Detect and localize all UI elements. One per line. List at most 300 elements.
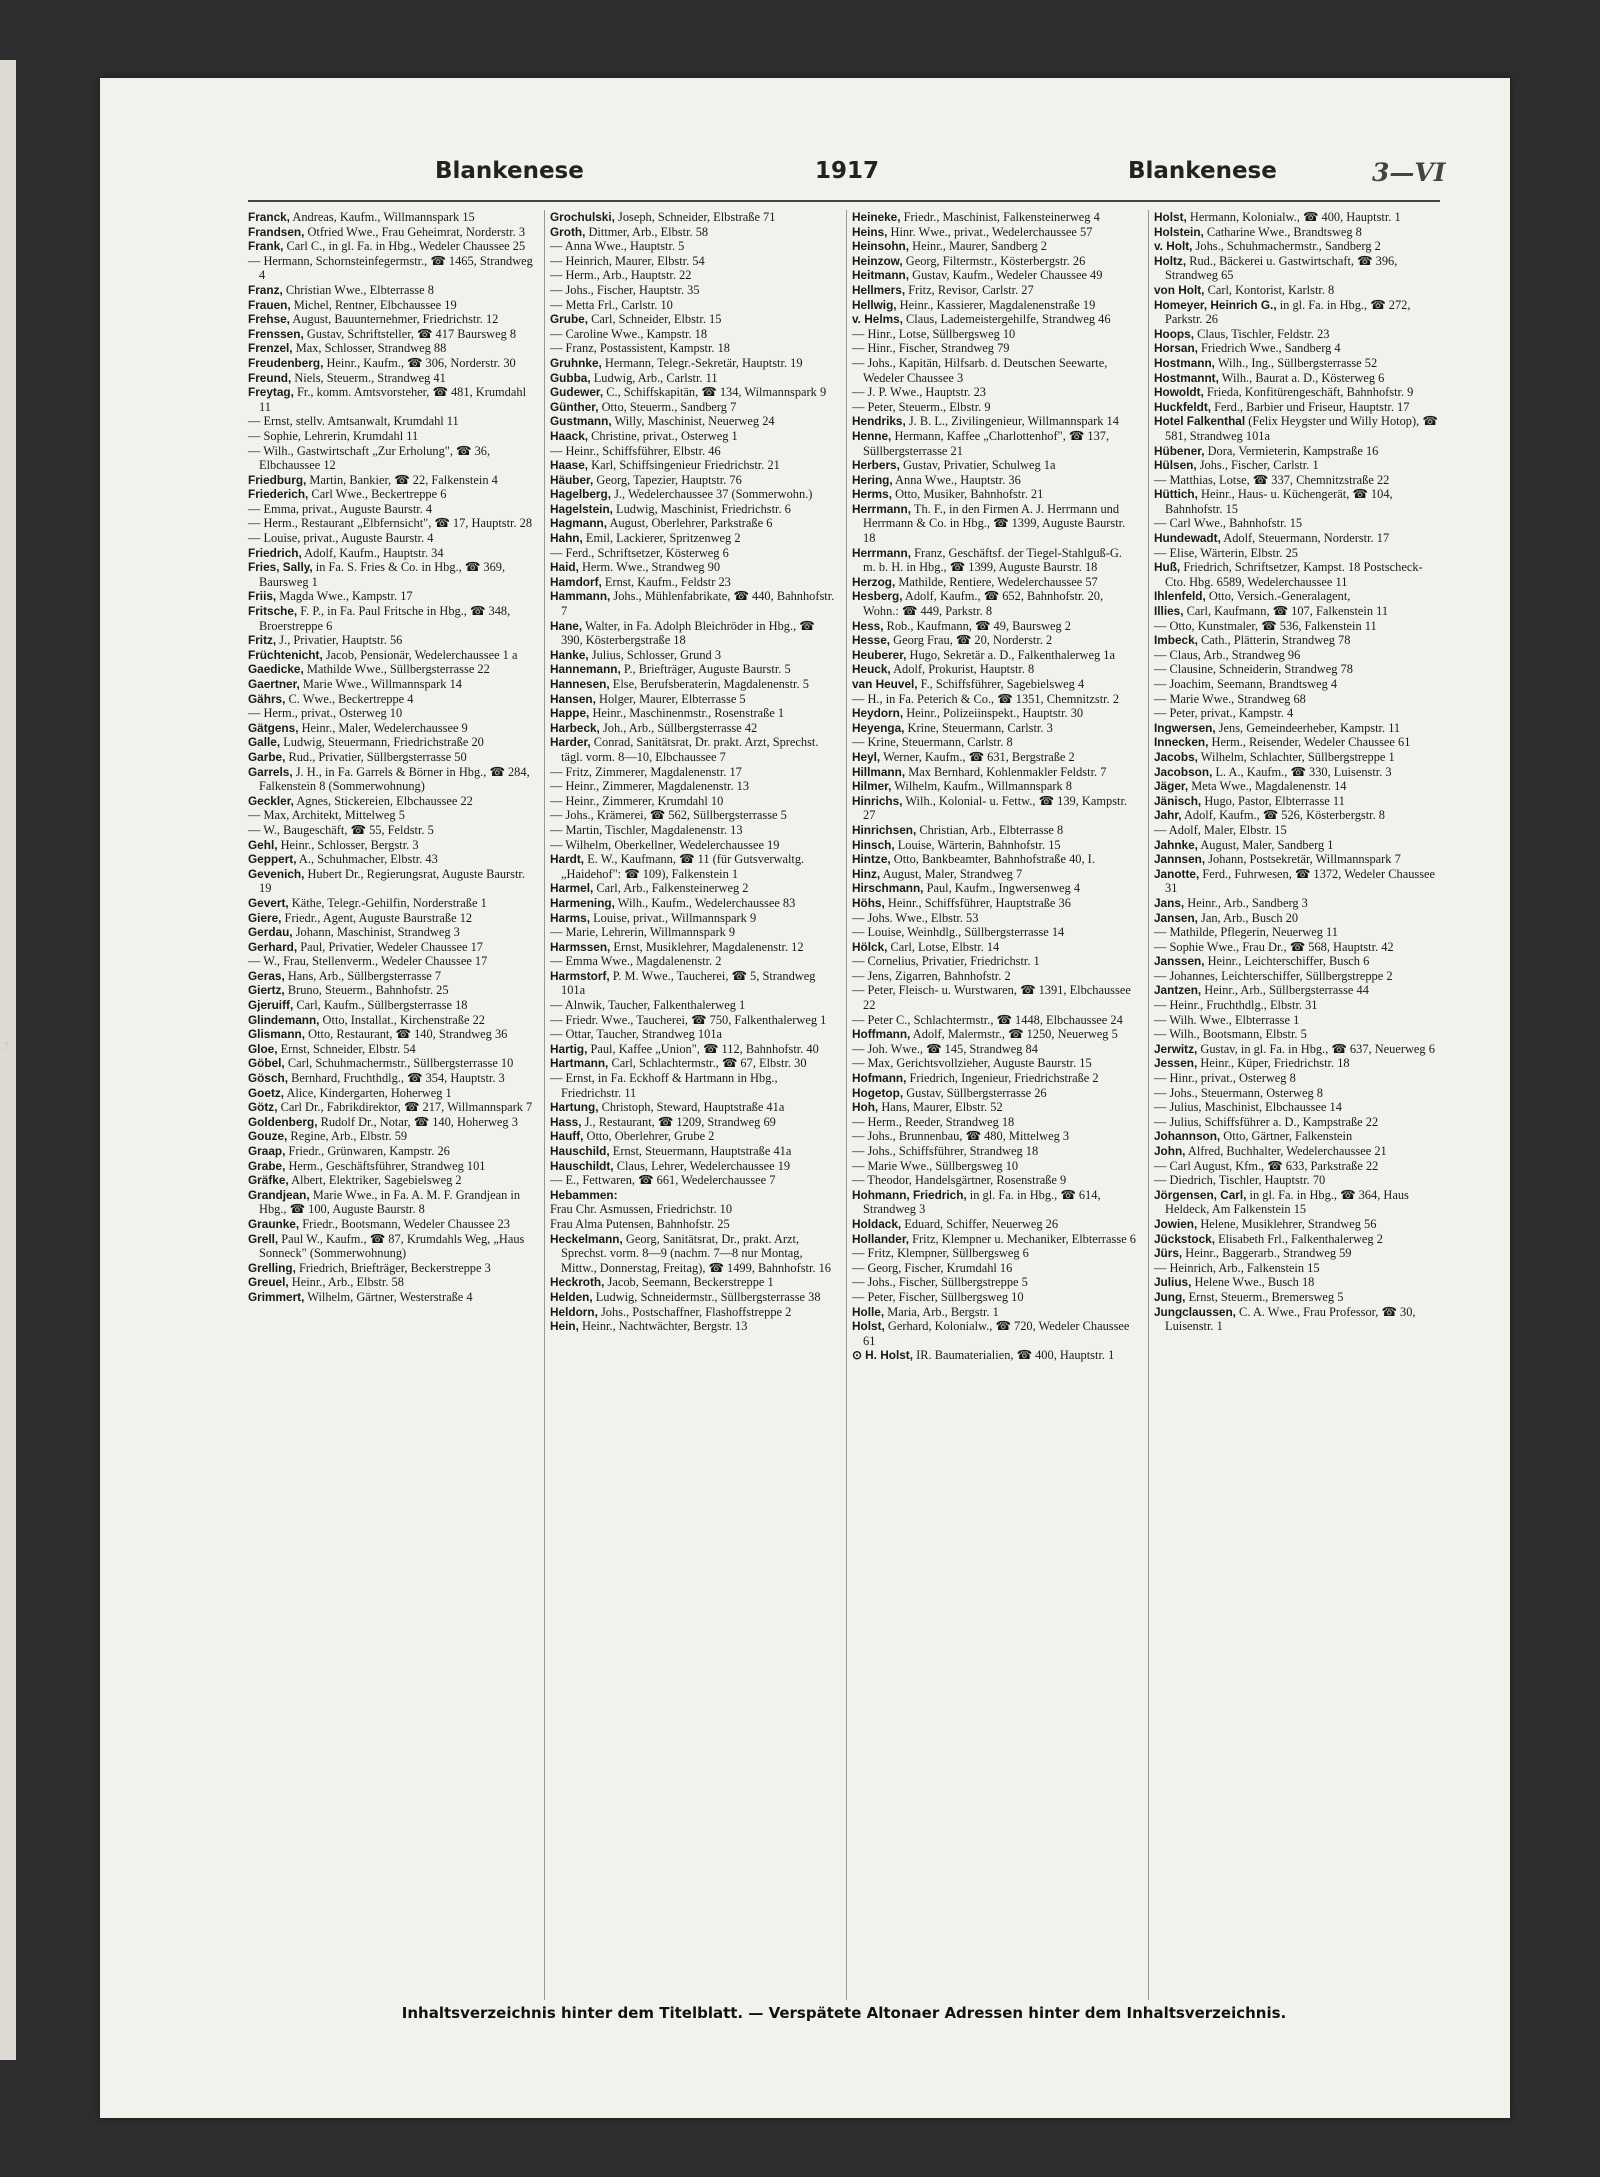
entry-details: Alfred, Buchhalter, Wedelerchaussee 21 [1185, 1144, 1387, 1158]
entry-surname: Hagelberg, [550, 487, 611, 502]
entry-details: Heinr., Küper, Friedrichstr. 18 [1197, 1056, 1350, 1071]
entry-details: — Ernst, stellv. Amtsanwalt, Krumdahl 11 [248, 414, 459, 429]
directory-entry [852, 1188, 1137, 1217]
directory-entry [852, 633, 1137, 648]
directory-entry [550, 1173, 835, 1188]
directory-entry [852, 983, 1137, 1012]
entry-details: Wilh., Kaufm., Wedelerchaussee 83 [614, 895, 796, 910]
directory-entry [852, 298, 1137, 313]
entry-surname: Heins, [852, 224, 888, 239]
entry-surname: Hess, [852, 618, 884, 633]
entry-details: — Herm., Reeder, Strandweg 18 [852, 1114, 1015, 1129]
directory-entry [852, 356, 1137, 385]
entry-surname: Heuberer, [852, 647, 907, 662]
entry-details: Fritz, Klempner u. Mechaniker, Elbterrasse 6 [909, 1231, 1136, 1246]
entry-details: Heinr., Haus- u. Küchengerät, ☎ 104, Bahnhofstr. 15 [1165, 487, 1393, 516]
entry-details: Marie Wwe., in Fa. A. M. F. Grandjean in Hbg., ☎ 100, Auguste Baurstr. 8 [259, 1187, 521, 1217]
entry-details: — Georg, Fischer, Krumdahl 16 [852, 1260, 1013, 1275]
entry-details: Heinr., Arb., Süllbergsterrasse 44 [1201, 983, 1369, 998]
entry-details: J., Wedelerchaussee 37 (Sommerwohn.) [610, 487, 813, 502]
entry-surname: Jansen, [1154, 910, 1198, 925]
entry-details: J., Restaurant, ☎ 1209, Strandweg 69 [581, 1114, 776, 1129]
directory-entry [1154, 1232, 1439, 1247]
entry-surname: Jacobs, [1154, 749, 1198, 764]
entry-surname: Giere, [248, 910, 282, 925]
entry-details: — Johs. Wwe., Elbstr. 53 [852, 910, 979, 925]
directory-page [100, 78, 1510, 2118]
entry-details: — Elise, Wärterin, Elbstr. 25 [1154, 545, 1298, 560]
entry-surname: von Holt, [1154, 282, 1205, 297]
entry-surname: Hansen, [550, 691, 596, 706]
entry-surname: Herms, [852, 487, 892, 502]
entry-details: Alice, Kindergarten, Hoherweg 1 [284, 1085, 452, 1100]
directory-entry [1154, 239, 1439, 254]
directory-entry [1154, 1071, 1439, 1086]
directory-entry [1154, 283, 1439, 298]
directory-entry [1154, 1305, 1439, 1334]
entry-details: F. P., in Fa. Paul Fritsche in Hbg., ☎ 348, Broerstreppe 6 [259, 604, 511, 633]
directory-entry [852, 225, 1137, 240]
directory-entry [248, 852, 533, 867]
directory-entry [248, 954, 533, 969]
entry-surname: Hartmann, [550, 1056, 609, 1071]
directory-entry [852, 692, 1137, 707]
directory-entry [248, 516, 533, 531]
directory-entry [1154, 604, 1439, 619]
directory-entry [1154, 225, 1439, 240]
entry-surname: Hagmann, [550, 516, 608, 531]
directory-entry [852, 765, 1137, 780]
entry-surname: Gehl, [248, 837, 278, 852]
entry-surname: Happe, [550, 706, 590, 721]
directory-entry [852, 1071, 1137, 1086]
directory-entry [248, 371, 533, 386]
directory-entry [1154, 677, 1439, 692]
entry-surname: Heydorn, [852, 706, 904, 721]
directory-entry [852, 794, 1137, 823]
directory-entry [852, 1027, 1137, 1042]
entry-details: Heinr., Nachtwächter, Bergstr. 13 [578, 1319, 748, 1334]
directory-entry [248, 341, 533, 356]
entry-details: — Johs., Krämerei, ☎ 562, Süllbergsterrasse 5 [550, 808, 787, 823]
entry-surname: Haid, [550, 560, 579, 575]
entry-details: — Julius, Schiffsführer a. D., Kampstraße 22 [1154, 1114, 1379, 1129]
entry-surname: John, [1154, 1144, 1186, 1158]
entry-details: Helene Wwe., Busch 18 [1191, 1275, 1315, 1290]
entry-details: Niels, Steuerm., Strandweg 41 [291, 370, 446, 385]
entry-surname: Hauschild, [550, 1144, 610, 1158]
entry-details: Johs., Postschaffner, Flashoffstreppe 2 [597, 1304, 792, 1319]
directory-entry [1154, 1100, 1439, 1115]
directory-entry [550, 429, 835, 444]
header-place-left: Blankenese [435, 158, 584, 184]
entry-details: Otto, Bankbeamter, Bahnhofstraße 40, I. [890, 852, 1095, 867]
entry-surname: Grelling, [248, 1260, 296, 1275]
entry-details: Dittmer, Arb., Elbstr. 58 [585, 224, 709, 239]
directory-entry [550, 1217, 835, 1232]
directory-entry [1154, 969, 1439, 984]
directory-entry [550, 808, 835, 823]
directory-entry [852, 969, 1137, 984]
directory-entry [248, 414, 533, 429]
entry-details: Carl, Arb., Falkensteinerweg 2 [593, 881, 749, 896]
entry-details: Hermann, Kaffee „Charlottenhof", ☎ 137, Süllbergsterrasse 21 [863, 428, 1110, 458]
directory-entry [550, 1071, 835, 1100]
entry-details: Carl, Kaufmann, ☎ 107, Falkenstein 11 [1183, 604, 1389, 619]
directory-entry [550, 575, 835, 590]
directory-entry [550, 1202, 835, 1217]
entry-details: Otto, Steuerm., Sandberg 7 [598, 399, 737, 414]
entry-surname: Freund, [248, 370, 292, 385]
entry-details: — Metta Frl., Carlstr. 10 [550, 297, 673, 312]
entry-surname: Jung, [1154, 1289, 1186, 1304]
directory-entry [852, 210, 1137, 225]
directory-entry [1154, 648, 1439, 663]
directory-entry [248, 327, 533, 342]
entry-surname: Hahn, [550, 531, 583, 546]
entry-surname: Jowien, [1154, 1216, 1198, 1231]
entry-details: — Peter C., Schlachtermstr., ☎ 1448, Elbchaussee 24 [852, 1012, 1123, 1027]
entry-surname: Hostmannt, [1154, 370, 1219, 385]
directory-entry [550, 779, 835, 794]
directory-entry [852, 1115, 1137, 1130]
entry-surname: Jahnke, [1154, 837, 1198, 852]
directory-entry [248, 356, 533, 371]
entry-surname: Hellmers, [852, 282, 906, 297]
directory-entry [1154, 560, 1439, 589]
entry-surname: Jungclaussen, [1154, 1304, 1236, 1319]
directory-entry [550, 444, 835, 459]
entry-surname: Gevert, [248, 895, 289, 910]
directory-entry [248, 298, 533, 313]
entry-details: — Sophie Wwe., Frau Dr., ☎ 568, Hauptstr. 42 [1154, 939, 1394, 954]
entry-surname: Gubba, [550, 370, 591, 385]
entry-details: Friedrich, Schriftsetzer, Kampst. 18 Postscheck-Cto. Hbg. 6589, Wedelerchaussee 11 [1165, 560, 1423, 589]
entry-surname: Hagelstein, [550, 501, 613, 516]
directory-entry [1154, 633, 1439, 648]
entry-surname: Gräfke, [248, 1173, 289, 1188]
entry-surname: Hogetop, [852, 1085, 904, 1100]
entry-details: — Carl Wwe., Bahnhofstr. 15 [1154, 516, 1303, 531]
entry-details: Cath., Plätterin, Strandweg 78 [1197, 633, 1351, 648]
entry-surname: Heyl, [852, 749, 881, 764]
entry-details: Heinr., Schiffsführer, Hauptstraße 36 [884, 895, 1071, 910]
entry-surname: Jörgensen, Carl, [1154, 1187, 1247, 1202]
entry-surname: Hauff, [550, 1129, 584, 1144]
entry-surname: Glismann, [248, 1027, 306, 1042]
entry-details: Agnes, Stickereien, Elbchaussee 22 [293, 793, 473, 808]
entry-details: — Johs., Fischer, Süllbergstreppe 5 [852, 1275, 1028, 1290]
directory-entry [550, 385, 835, 400]
directory-entry [248, 838, 533, 853]
directory-entry [852, 706, 1137, 721]
entry-details: Regine, Arb., Elbstr. 59 [287, 1129, 408, 1144]
directory-entry [248, 1100, 533, 1115]
directory-entry [852, 940, 1137, 955]
entry-surname: Holle, [852, 1304, 885, 1319]
entry-surname: Geras, [248, 968, 285, 983]
directory-entry [852, 1246, 1137, 1261]
entry-details: — Ferd., Schriftsetzer, Kösterweg 6 [550, 545, 729, 560]
entry-surname: Haack, [550, 428, 589, 443]
directory-entry [550, 735, 835, 764]
directory-entry [1154, 531, 1439, 546]
entry-surname: van Heuvel, [852, 677, 918, 691]
directory-entry [550, 1144, 835, 1159]
entry-surname: Holst, [852, 1319, 885, 1334]
entry-details: — Fritz, Klempner, Süllbergsweg 6 [852, 1246, 1029, 1261]
directory-entry [248, 604, 533, 633]
directory-entry [852, 458, 1137, 473]
entry-details: J., Privatier, Hauptstr. 56 [276, 633, 403, 648]
directory-entry [248, 254, 533, 283]
entry-details: Friedr., Maschinist, Falkensteinerweg 4 [900, 210, 1100, 224]
entry-surname: Heckelmann, [550, 1231, 623, 1246]
entry-details: Johann, Maschinist, Strandweg 3 [292, 925, 460, 940]
directory-entry [248, 385, 533, 414]
entry-surname: Hane, [550, 618, 583, 633]
entry-details: — E., Fettwaren, ☎ 661, Wedelerchaussee 7 [550, 1173, 776, 1188]
entry-surname: Huckfeldt, [1154, 399, 1212, 414]
entry-details: Georg, Filtermstr., Kösterbergstr. 26 [902, 253, 1086, 268]
entry-surname: Heldorn, [550, 1304, 598, 1319]
entry-surname: Götz, [248, 1100, 278, 1115]
entry-surname: Hammann, [550, 589, 611, 604]
directory-entry [248, 1188, 533, 1217]
entry-details: Johs., Schuhmachermstr., Sandberg 2 [1192, 239, 1381, 254]
directory-entry [248, 531, 533, 546]
entry-surname: Jacobson, [1154, 764, 1213, 779]
entry-surname: Hofmann, [852, 1071, 907, 1086]
directory-entry [1154, 458, 1439, 473]
entry-details: Carl Dr., Fabrikdirektor, ☎ 217, Willmannspark 7 [277, 1100, 533, 1115]
entry-details: — Martin, Tischler, Magdalenenstr. 13 [550, 822, 743, 837]
entry-surname: Hinrichsen, [852, 822, 917, 837]
directory-entry [852, 852, 1137, 867]
directory-entry [248, 867, 533, 896]
entry-details: — Julius, Maschinist, Elbchaussee 14 [1154, 1100, 1342, 1115]
directory-entry [1154, 1042, 1439, 1057]
entry-details: Paul, Kaffee „Union", ☎ 112, Bahnhofstr. 40 [587, 1041, 819, 1056]
entry-surname: Hering, [852, 472, 893, 487]
directory-entry [248, 969, 533, 984]
entry-details: — Emma, privat., Auguste Baurstr. 4 [248, 501, 433, 516]
entry-surname: Ingwersen, [1154, 720, 1216, 735]
entry-surname: Jänisch, [1154, 793, 1202, 808]
entry-details: Heinr., Kaufm., ☎ 306, Norderstr. 30 [323, 355, 516, 370]
entry-details: Julius, Schlosser, Grund 3 [588, 647, 722, 662]
directory-entry [1154, 356, 1439, 371]
entry-surname: v. Helms, [852, 312, 903, 327]
entry-details: — Wilh., Gastwirtschaft „Zur Erholung", ☎ 36, Elbchaussee 12 [248, 443, 491, 473]
directory-entry [852, 750, 1137, 765]
entry-surname: Geckler, [248, 793, 294, 808]
column-divider [846, 210, 847, 2000]
entry-details: Rud., Privatier, Süllbergsterrasse 50 [285, 749, 467, 764]
directory-entry [550, 371, 835, 386]
entry-surname: Hanke, [550, 647, 589, 662]
directory-entry [550, 852, 835, 881]
directory-entry [550, 546, 835, 561]
entry-details: — Johs., Brunnenbau, ☎ 480, Mittelweg 3 [852, 1129, 1070, 1144]
directory-entry [852, 546, 1137, 575]
entry-details: Hans, Arb., Süllbergsterrasse 7 [284, 968, 442, 983]
directory-entry [248, 239, 533, 254]
directory-entry [852, 779, 1137, 794]
directory-entry [1154, 662, 1439, 677]
entry-surname: Geppert, [248, 852, 297, 867]
directory-entry [248, 1129, 533, 1144]
directory-entry [852, 1348, 1137, 1363]
entry-details: Magda Wwe., Kampstr. 17 [276, 589, 413, 604]
directory-entry [248, 706, 533, 721]
entry-details: Claus, Tischler, Feldstr. 23 [1193, 326, 1330, 341]
directory-entry [1154, 998, 1439, 1013]
entry-details: Adolf, Malermstr., ☎ 1250, Neuerweg 5 [910, 1027, 1118, 1042]
entry-details: Martin, Bankier, ☎ 22, Falkenstein 4 [306, 472, 498, 487]
entry-details: Heinr., Arb., Elbstr. 58 [288, 1275, 404, 1290]
entry-details: in Fa. S. Fries & Co. in Hbg., ☎ 369, Baursweg 1 [259, 560, 506, 589]
entry-surname: Hülsen, [1154, 458, 1197, 473]
directory-entry [852, 575, 1137, 590]
header-place-right: Blankenese [1128, 158, 1277, 184]
entry-details: — Wilhelm, Oberkellner, Wedelerchaussee 19 [550, 837, 780, 852]
directory-entry [248, 692, 533, 707]
entry-details: — Caroline Wwe., Kampstr. 18 [550, 326, 708, 341]
entry-details: Carl, Schuhmachermstr., Süllbergsterrasse 10 [284, 1056, 514, 1071]
entry-details: Paul, Kaufm., Ingwersenweg 4 [923, 881, 1081, 896]
entry-surname: Hirschmann, [852, 881, 924, 896]
entry-details: Heinr., Kassierer, Magdalenenstraße 19 [896, 297, 1096, 312]
entry-details: IR. Baumaterialien, ☎ 400, Hauptstr. 1 [913, 1348, 1115, 1363]
entry-surname: Heitmann, [852, 268, 910, 283]
entry-surname: Franck, [248, 210, 290, 224]
entry-surname: Freudenberg, [248, 355, 324, 370]
entry-surname: Hintze, [852, 852, 891, 867]
entry-details: Albert, Elektriker, Sagebielsweg 2 [288, 1173, 462, 1188]
entry-details: — Wilh. Wwe., Elbterrasse 1 [1154, 1012, 1300, 1027]
directory-entry [248, 444, 533, 473]
entry-details: — Cornelius, Privatier, Friedrichstr. 1 [852, 954, 1040, 969]
directory-entry [1154, 1261, 1439, 1276]
entry-details: — Peter, privat., Kampstr. 4 [1154, 706, 1294, 721]
directory-entry [1154, 779, 1439, 794]
entry-details: Heinr., Schlosser, Bergstr. 3 [277, 837, 419, 852]
directory-entry [852, 1056, 1137, 1071]
directory-entry [248, 1027, 533, 1042]
entry-details: C. Wwe., Beckertreppe 4 [285, 691, 414, 706]
entry-details: Christoph, Steward, Hauptstraße 41a [598, 1100, 785, 1115]
entry-details: Rud., Bäckerei u. Gastwirtschaft, ☎ 396, Strandweg 65 [1165, 253, 1398, 283]
entry-details: Johs., Fischer, Carlstr. 1 [1196, 458, 1319, 473]
entry-details: August, Bauunternehmer, Friedrichstr. 12 [289, 312, 499, 327]
directory-entry [248, 502, 533, 517]
entry-details: — Heinrich, Arb., Falkenstein 15 [1154, 1260, 1320, 1275]
directory-entry [1154, 838, 1439, 853]
entry-details: — Peter, Steuerm., Elbstr. 9 [852, 399, 991, 414]
entry-details: Adolf, Kaufm., Hauptstr. 34 [301, 545, 444, 560]
directory-entry [550, 765, 835, 780]
entry-details: — Jens, Zigarren, Bahnhofstr. 2 [852, 968, 1011, 983]
entry-details: Hugo, Sekretär a. D., Falkenthalerweg 1a [906, 647, 1115, 662]
directory-entry [550, 940, 835, 955]
entry-surname: Heinzow, [852, 253, 903, 268]
entry-details: — Johs., Schiffsführer, Strandweg 18 [852, 1144, 1039, 1158]
directory-entry [248, 633, 533, 648]
directory-entry [1154, 254, 1439, 283]
directory-entry [550, 896, 835, 911]
directory-entry [852, 473, 1137, 488]
entry-details: Heinr., Arb., Sandberg 3 [1184, 895, 1308, 910]
entry-details: Joh., Arb., Süllbergsterrasse 42 [599, 720, 758, 735]
entry-surname: Haase, [550, 458, 589, 473]
adjacent-page-fragment: 7 [2, 1040, 10, 1054]
entry-details: — Louise, privat., Auguste Baurstr. 4 [248, 531, 434, 546]
directory-entry [550, 969, 835, 998]
directory-entry [1154, 925, 1439, 940]
entry-surname: Janssen, [1154, 954, 1205, 969]
entry-details: Christian Wwe., Elbterrasse 8 [282, 282, 434, 297]
entry-details: Frau Chr. Asmussen, Friedrichstr. 10 [550, 1202, 733, 1217]
directory-entry [248, 1086, 533, 1101]
entry-details: Ludwig, Steuermann, Friedrichstraße 20 [280, 735, 484, 750]
entry-details: — Marie Wwe., Strandweg 68 [1154, 691, 1306, 706]
entry-surname: Imbeck, [1154, 633, 1198, 648]
directory-entry [1154, 487, 1439, 516]
directory-entry [550, 1290, 835, 1305]
entry-surname: Früchtenicht, [248, 647, 323, 662]
directory-entry [550, 487, 835, 502]
entry-details: — Joh. Wwe., ☎ 145, Strandweg 84 [852, 1041, 1038, 1056]
entry-details: Frieda, Konfitürengeschäft, Bahnhofstr. 9 [1203, 385, 1414, 400]
entry-details: F., Schiffsführer, Sagebielsweg 4 [917, 677, 1085, 691]
directory-entry [1154, 1173, 1439, 1188]
entry-details: in gl. Fa. in Hbg., ☎ 364, Haus Heldeck, Am Falkenstein 15 [1165, 1187, 1409, 1217]
directory-entry [1154, 385, 1439, 400]
entry-surname: Jahr, [1154, 808, 1182, 823]
directory-entry [248, 735, 533, 750]
entry-details: Dora, Vermieterin, Kampstraße 16 [1204, 443, 1379, 458]
entry-details: — Heinr., Zimmerer, Krumdahl 10 [550, 793, 724, 808]
entry-details: — Fritz, Zimmerer, Magdalenenstr. 17 [550, 764, 742, 779]
directory-entry [1154, 1144, 1439, 1159]
directory-entry [852, 327, 1137, 342]
entry-details: — Mathilde, Pflegerin, Neuerweg 11 [1154, 925, 1338, 940]
entry-details: Fr., komm. Amtsvorsteher, ☎ 481, Krumdahl 11 [259, 385, 527, 414]
entry-surname: Hinsch, [852, 837, 895, 852]
entry-details: — Herm., Restaurant „Elbfernsicht", ☎ 17, Hauptstr. 28 [248, 516, 533, 531]
entry-details: Paul W., Kaufm., ☎ 87, Krumdahls Weg, „Haus Sonneck" (Sommerwohnung) [259, 1231, 525, 1261]
directory-entry [550, 298, 835, 313]
entry-details: A., Schuhmacher, Elbstr. 43 [296, 852, 438, 867]
entry-details: Herm., Geschäftsführer, Strandweg 101 [285, 1158, 486, 1173]
directory-entry [852, 312, 1137, 327]
entry-details: Carl, Kaufm., Süllbergsterrasse 18 [293, 998, 468, 1013]
entry-surname: Harbeck, [550, 720, 600, 735]
entry-surname: Harmssen, [550, 939, 611, 954]
entry-details: Joseph, Schneider, Elbstraße 71 [614, 210, 776, 224]
directory-entry [248, 546, 533, 561]
directory-entry [550, 677, 835, 692]
entry-surname: Hilmer, [852, 779, 892, 794]
entry-surname: Jäger, [1154, 779, 1189, 794]
entry-surname: Gjeruiff, [248, 998, 294, 1013]
directory-entry [248, 765, 533, 794]
directory-entry [550, 1013, 835, 1028]
entry-details: P. M. Wwe., Taucherei, ☎ 5, Strandweg 101a [561, 968, 816, 998]
entry-surname: Holdack, [852, 1216, 902, 1231]
directory-entry [1154, 940, 1439, 955]
